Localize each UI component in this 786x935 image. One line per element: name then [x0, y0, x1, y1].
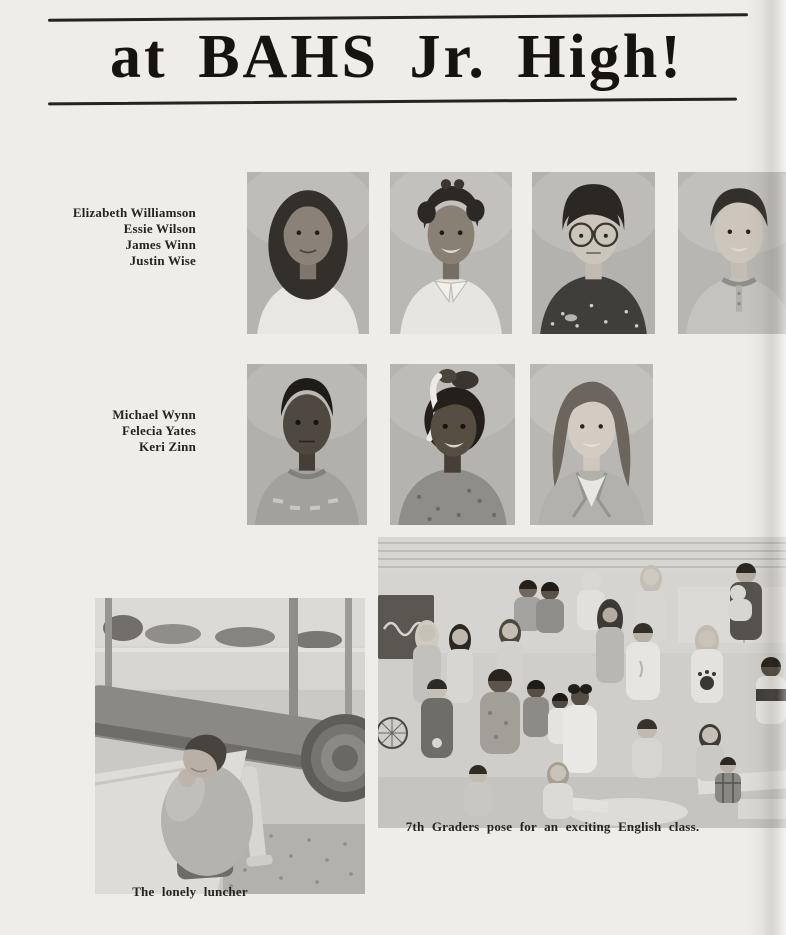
portrait-photo-justin-wise	[678, 172, 786, 334]
english-class-caption: 7th Graders pose for an exciting English class.	[405, 819, 700, 834]
student-name: Essie Wilson	[123, 221, 196, 236]
lonely-luncher-caption: The lonely luncher	[132, 884, 248, 899]
student-name: Keri Zinn	[138, 439, 196, 454]
student-name: James Winn	[125, 237, 196, 252]
portrait-photo-felecia-yates	[390, 364, 515, 525]
header-rule-bottom	[48, 98, 737, 106]
portrait-photo-james-winn	[532, 172, 655, 334]
portrait-photo-michael-wynn	[247, 364, 367, 525]
lonely-luncher-photo	[95, 598, 365, 894]
student-name: Felecia Yates	[122, 423, 196, 438]
english-class-group-photo	[378, 537, 786, 828]
portrait-photo-essie-wilson	[390, 172, 512, 334]
name-list-row1	[40, 205, 196, 269]
student-name: Elizabeth Williamson	[72, 205, 196, 220]
student-name: Michael Wynn	[112, 407, 196, 422]
name-list-row2	[40, 407, 196, 455]
portrait-photo-keri-zinn	[530, 364, 653, 525]
portrait-photo-elizabeth-williamson	[247, 172, 369, 334]
student-name: Justin Wise	[129, 253, 196, 268]
page-title: at BAHS Jr. High!	[110, 23, 684, 91]
